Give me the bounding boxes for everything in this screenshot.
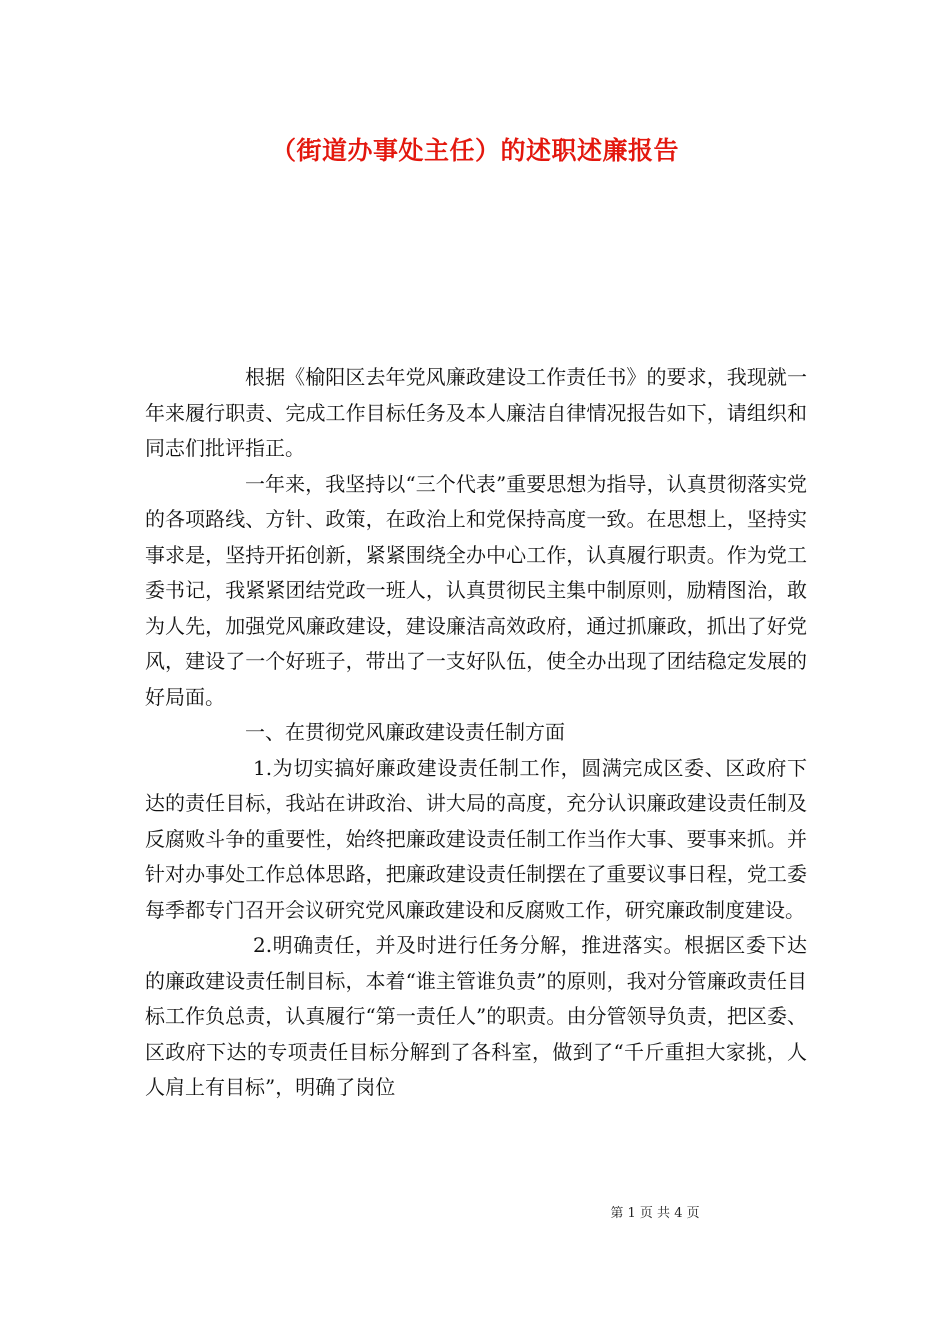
paragraph-item-1: 1.为切实搞好廉政建设责任制工作，圆满完成区委、区政府下达的责任目标，我站在讲政治、讲大局的高度，充分认识廉政建设责任制及反腐败斗争的重要性，始终把廉政建设责任制工作当作大事、要事来抓。并针对办事处工作总体思路，把廉政建设责任制摆在了重要议事日程，党工委每季都专门召开会议研究党风廉政建设和反腐败工作，研究廉政制度建设。 (145, 755, 807, 922)
page-number: 第 1 页 共 4 页 (610, 1206, 700, 1221)
document-title: （街道办事处主任）的述职述廉报告 (270, 136, 679, 165)
document-body (145, 360, 807, 1106)
paragraph-item-2: 2.明确责任，并及时进行任务分解，推进落实。根据区委下达的廉政建设责任制目标，本着“谁主管谁负责”的原则，我对分管廉政责任目标工作负总责，认真履行“第一责任人”的职责。由分管领导负责，把区委、区政府下达的专项责任目标分解到了各科室，做到了“千斤重担大家挑，人人肩上有目标”，明确了岗位 (145, 933, 807, 1099)
paragraph-intro: 根据《榆阳区去年党风廉政建设工作责任书》的要求，我现就一年来履行职责、完成工作目标任务及本人廉洁自律情况报告如下，请组织和同志们批评指正。 (145, 365, 807, 460)
paragraph-overview: 一年来，我坚持以“三个代表”重要思想为指导，认真贯彻落实党的各项路线、方针、政策，在政治上和党保持高度一致。在思想上，坚持实事求是，坚持开拓创新，紧紧围绕全办中心工作，认真履行职责。作为党工委书记，我紧紧团结党政一班人，认真贯彻民主集中制原则，励精图治，敢为人先，加强党风廉政建设，建设廉洁高效政府，通过抓廉政，抓出了好党风，建设了一个好班子，带出了一支好队伍，使全办出现了团结稳定发展的好局面。 (145, 471, 807, 709)
section-heading: 一、在贯彻党风廉政建设责任制方面 (245, 720, 565, 744)
